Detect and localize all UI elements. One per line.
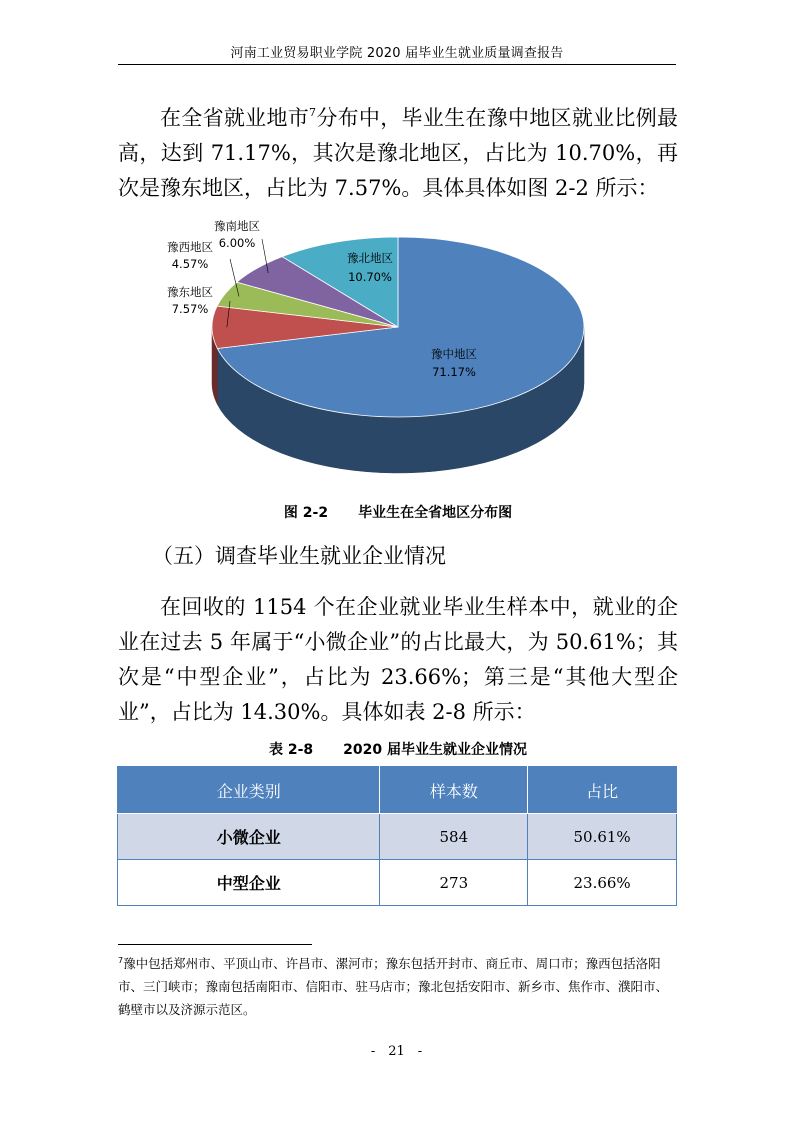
slice-value-north: 10.70% xyxy=(348,270,392,284)
figure-caption xyxy=(118,502,678,522)
column-header: 占比 xyxy=(528,767,677,814)
footnote-marker: 7 xyxy=(118,956,124,965)
table-cell-count: 584 xyxy=(380,814,528,860)
footnote-ref[interactable]: 7 xyxy=(309,106,317,119)
enterprise-table xyxy=(117,766,677,906)
paragraph-enterprise: 在回收的 1154 个在企业就业毕业生样本中，就业的企业在过去 5 年属于“小微企业”的占比最大，为 50.61%；其次是“中型企业”，占比为 23.66%；第三是“其他大型企业”，占比为 14.30%。具体如表 2-8 所示： xyxy=(118,595,678,724)
slice-value-east: 7.57% xyxy=(171,302,209,316)
table-header-row xyxy=(118,767,677,814)
figure-title: 毕业生在全省地区分布图 xyxy=(358,505,513,521)
table-cell-share: 23.66% xyxy=(528,860,677,906)
slice-label-north: 豫北地区 xyxy=(347,251,393,265)
paragraph-text-start: 在全省就业地市 xyxy=(160,106,310,130)
slice-label-central: 豫中地区 xyxy=(431,347,477,361)
running-header: 河南工业贸易职业学院 2020 届毕业生就业质量调查报告 xyxy=(230,46,564,61)
slice-value-central: 71.17% xyxy=(432,365,476,379)
column-header: 样本数 xyxy=(380,767,528,814)
pie-slices xyxy=(212,237,584,417)
table-row xyxy=(118,860,677,906)
footnote-text: 豫中包括郑州市、平顶山市、许昌市、漯河市；豫东包括开封市、商丘市、周口市；豫西包括洛阳市、三门峡市；豫南包括南阳市、信阳市、驻马店市；豫北包括安阳市、新乡市、焦作市、濮阳市、鹤壁市以及济源示范区。 xyxy=(118,956,669,1017)
table-row xyxy=(118,814,677,860)
paragraph-region-distribution xyxy=(118,101,678,206)
table-cell-count: 273 xyxy=(380,860,528,906)
table-cell-category: 中型企业 xyxy=(118,860,380,906)
paragraph-text-rest: 分布中，毕业生在豫中地区就业比例最高，达到 71.17%，其次是豫北地区，占比为 10.70%，再次是豫东地区，占比为 7.57%。具体具体如图 2-2 所示： xyxy=(118,106,679,200)
table-caption xyxy=(118,739,678,759)
slice-value-south: 6.00% xyxy=(218,236,256,250)
page-number: - 21 - xyxy=(370,1044,423,1059)
header-rule xyxy=(118,64,676,65)
table-cell-category: 小微企业 xyxy=(118,814,380,860)
pie-chart xyxy=(118,215,678,490)
slice-label-south: 豫南地区 xyxy=(214,219,260,233)
column-header: 企业类别 xyxy=(118,767,380,814)
slice-label-west: 豫西地区 xyxy=(167,240,213,254)
footnote xyxy=(118,952,678,1021)
slice-value-west: 4.57% xyxy=(171,257,209,271)
slice-label-east: 豫东地区 xyxy=(167,285,213,299)
footnote-rule xyxy=(118,944,312,945)
table-title: 2020 届毕业生就业企业情况 xyxy=(343,742,527,758)
table-cell-share: 50.61% xyxy=(528,814,677,860)
section-title: （五）调查毕业生就业企业情况 xyxy=(152,544,446,568)
figure-number: 图 2-2 xyxy=(283,505,329,521)
table-number: 表 2-8 xyxy=(268,742,314,758)
